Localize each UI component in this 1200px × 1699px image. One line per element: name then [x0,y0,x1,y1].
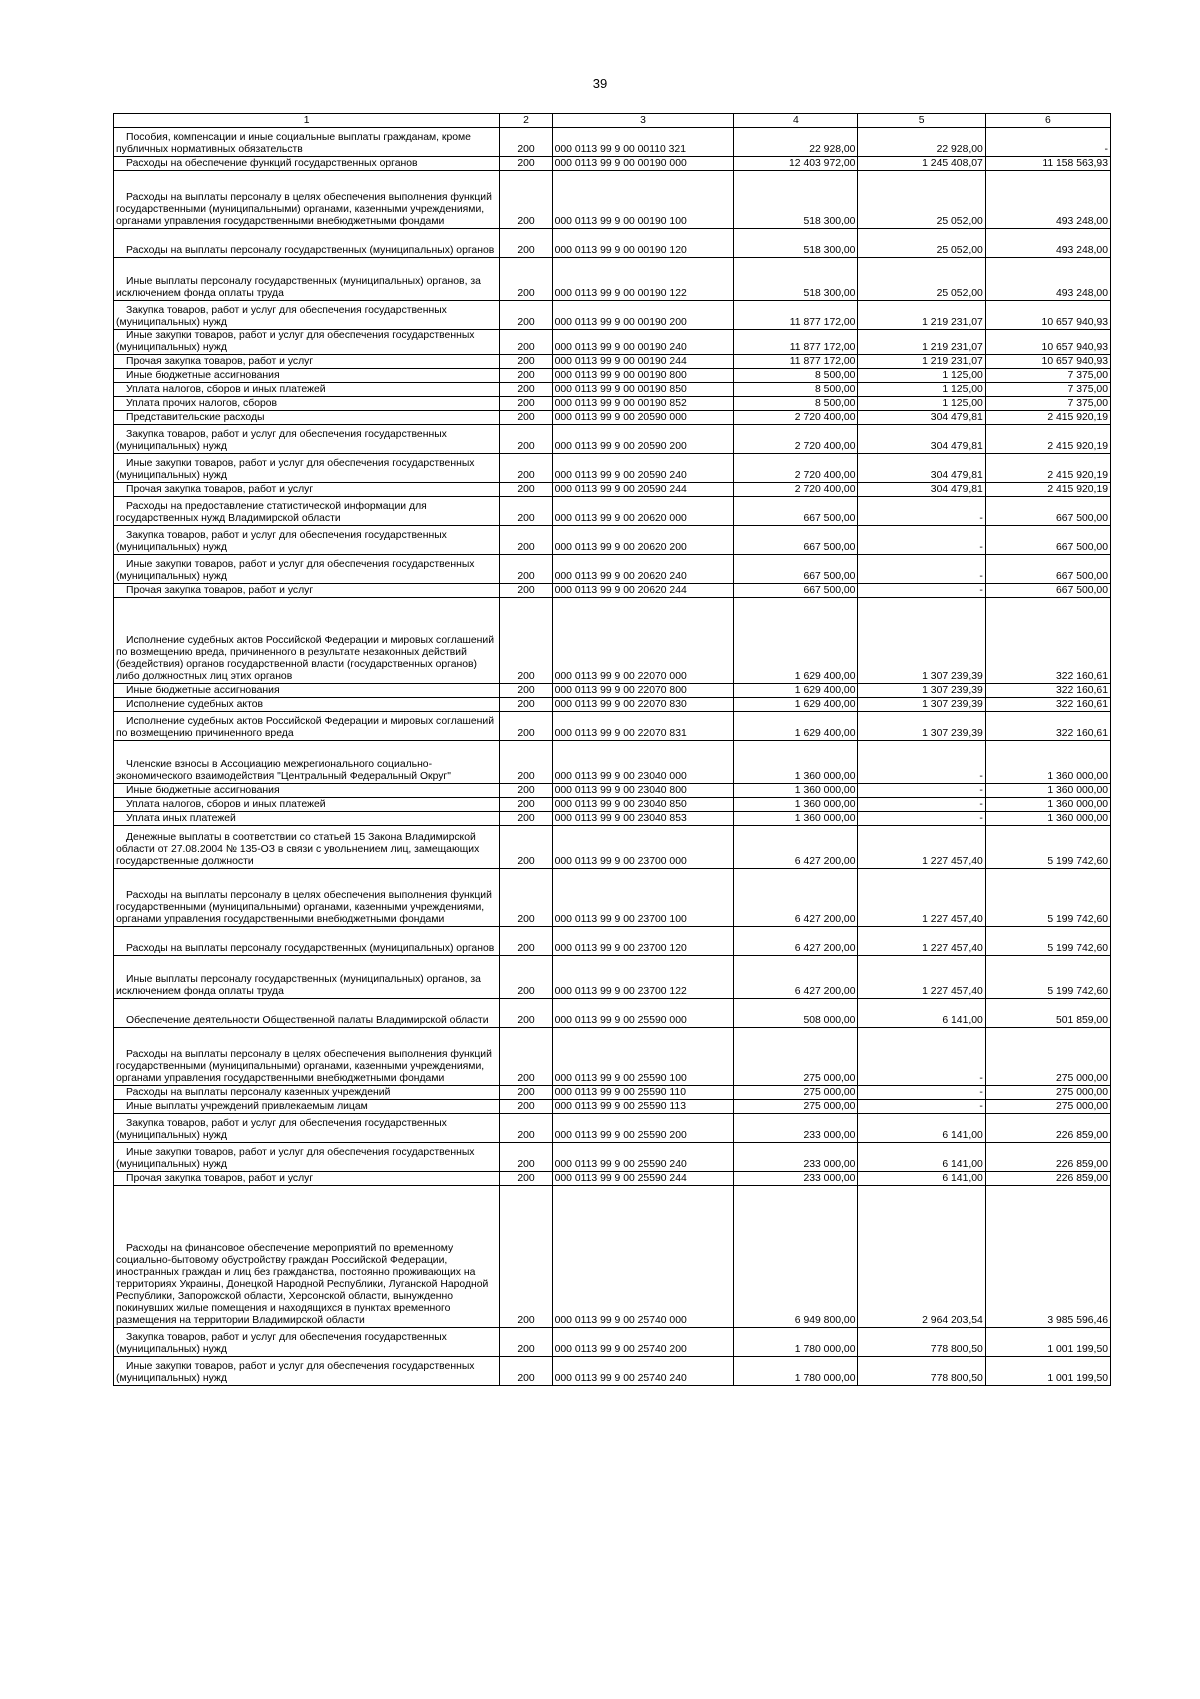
table-row [114,454,1111,483]
row-col4-value: 2 720 400,00 [734,483,858,497]
row-col6-value: - [985,128,1110,157]
row-admin-code: 200 [500,258,552,301]
budget-table [113,113,1111,1386]
row-budget-code: 000 0113 99 9 00 00190 100 [552,171,734,229]
row-admin-code: 200 [500,369,552,383]
row-col4-value: 275 000,00 [734,1028,858,1086]
table-row [114,128,1111,157]
row-col5-value: - [858,1086,985,1100]
row-budget-code: 000 0113 99 9 00 25740 000 [552,1186,734,1328]
row-name: Расходы на выплаты персоналу казенных учреждений [114,1086,500,1100]
row-name: Закупка товаров, работ и услуг для обеспечения государственных (муниципальных) нужд [114,425,500,454]
row-admin-code: 200 [500,526,552,555]
row-budget-code: 000 0113 99 9 00 22070 800 [552,684,734,698]
row-admin-code: 200 [500,157,552,171]
row-admin-code: 200 [500,330,552,355]
row-budget-code: 000 0113 99 9 00 00190 852 [552,397,734,411]
row-budget-code: 000 0113 99 9 00 00190 240 [552,330,734,355]
table-row [114,684,1111,698]
table-row [114,598,1111,684]
row-name: Уплата прочих налогов, сборов [114,397,500,411]
page-number: 39 [592,76,608,91]
table-row [114,355,1111,369]
row-admin-code: 200 [500,1143,552,1172]
row-name: Иные закупки товаров, работ и услуг для обеспечения государственных (муниципальных) нужд [114,555,500,584]
row-col4-value: 12 403 972,00 [734,157,858,171]
row-col6-value: 275 000,00 [985,1086,1110,1100]
row-col6-value: 667 500,00 [985,497,1110,526]
row-col5-value: 22 928,00 [858,128,985,157]
table-row [114,1186,1111,1328]
row-budget-code: 000 0113 99 9 00 20590 240 [552,454,734,483]
table-row [114,369,1111,383]
row-col5-value: 304 479,81 [858,411,985,425]
row-budget-code: 000 0113 99 9 00 20590 000 [552,411,734,425]
row-col5-value: 1 125,00 [858,383,985,397]
row-name: Иные выплаты персоналу государственных (муниципальных) органов, за исключением фонда оплаты труда [114,956,500,999]
row-col6-value: 5 199 742,60 [985,927,1110,956]
column-header-2: 2 [500,114,552,128]
row-name: Прочая закупка товаров, работ и услуг [114,355,500,369]
row-col6-value: 322 160,61 [985,698,1110,712]
row-col4-value: 1 360 000,00 [734,798,858,812]
table-row [114,330,1111,355]
row-name: Исполнение судебных актов Российской Федерации и мировых соглашений по возмещению вреда, причиненного в результате незаконных действий (бездействия) органов государственной власти (государственных органов) либо должностных лиц этих органов [114,598,500,684]
row-col5-value: - [858,1028,985,1086]
row-name: Иные бюджетные ассигнования [114,684,500,698]
row-col4-value: 11 877 172,00 [734,330,858,355]
row-col5-value: 1 219 231,07 [858,330,985,355]
row-col6-value: 5 199 742,60 [985,826,1110,869]
row-budget-code: 000 0113 99 9 00 20620 200 [552,526,734,555]
row-col4-value: 1 629 400,00 [734,712,858,741]
row-col4-value: 667 500,00 [734,526,858,555]
row-admin-code: 200 [500,798,552,812]
row-col4-value: 233 000,00 [734,1172,858,1186]
row-admin-code: 200 [500,956,552,999]
row-col6-value: 275 000,00 [985,1028,1110,1086]
table-row [114,869,1111,927]
row-budget-code: 000 0113 99 9 00 22070 000 [552,598,734,684]
row-name: Иные закупки товаров, работ и услуг для обеспечения государственных (муниципальных) нужд [114,1357,500,1386]
row-col6-value: 2 415 920,19 [985,483,1110,497]
row-name: Прочая закупка товаров, работ и услуг [114,1172,500,1186]
row-name: Обеспечение деятельности Общественной палаты Владимирской области [114,999,500,1028]
row-budget-code: 000 0113 99 9 00 25740 240 [552,1357,734,1386]
table-row [114,555,1111,584]
row-admin-code: 200 [500,454,552,483]
row-col4-value: 2 720 400,00 [734,454,858,483]
table-row [114,526,1111,555]
row-admin-code: 200 [500,698,552,712]
row-col6-value: 1 001 199,50 [985,1357,1110,1386]
column-header-4: 4 [734,114,858,128]
row-admin-code: 200 [500,869,552,927]
row-col5-value: - [858,812,985,826]
table-row [114,301,1111,330]
row-col5-value: - [858,526,985,555]
row-budget-code: 000 0113 99 9 00 25590 110 [552,1086,734,1100]
row-col4-value: 275 000,00 [734,1100,858,1114]
table-row [114,956,1111,999]
row-name: Расходы на выплаты персоналу государственных (муниципальных) органов [114,229,500,258]
row-col5-value: 6 141,00 [858,1143,985,1172]
row-col6-value: 1 360 000,00 [985,784,1110,798]
row-budget-code: 000 0113 99 9 00 20620 244 [552,584,734,598]
row-col5-value: 6 141,00 [858,999,985,1028]
row-col6-value: 226 859,00 [985,1172,1110,1186]
row-col5-value: 304 479,81 [858,483,985,497]
row-admin-code: 200 [500,483,552,497]
row-col6-value: 7 375,00 [985,383,1110,397]
row-col5-value: - [858,741,985,784]
row-col5-value: 778 800,50 [858,1328,985,1357]
row-col5-value: - [858,584,985,598]
row-name: Расходы на финансовое обеспечение мероприятий по временному социально-бытовому обустройству граждан Российской Федерации, иностранных граждан и лиц без гражданства, постоянно проживающих на территориях Украины, Донецкой Народной Республики, Луганской Народной Республики, Запорожской области, Херсонской области, вынужденно покинувших жилые помещения и находящихся в пунктах временного размещения на территории Владимирской области [114,1186,500,1328]
row-admin-code: 200 [500,229,552,258]
row-col6-value: 226 859,00 [985,1143,1110,1172]
row-col4-value: 22 928,00 [734,128,858,157]
row-col6-value: 5 199 742,60 [985,956,1110,999]
row-admin-code: 200 [500,999,552,1028]
row-col4-value: 667 500,00 [734,497,858,526]
row-admin-code: 200 [500,411,552,425]
table-row [114,584,1111,598]
row-name: Расходы на обеспечение функций государственных органов [114,157,500,171]
row-col5-value: 1 125,00 [858,369,985,383]
row-col6-value: 10 657 940,93 [985,355,1110,369]
table-row [114,1114,1111,1143]
row-name: Прочая закупка товаров, работ и услуг [114,584,500,598]
row-admin-code: 200 [500,1357,552,1386]
table-row [114,229,1111,258]
row-admin-code: 200 [500,1100,552,1114]
row-col6-value: 226 859,00 [985,1114,1110,1143]
row-admin-code: 200 [500,397,552,411]
row-name: Иные бюджетные ассигнования [114,784,500,798]
row-col5-value: 6 141,00 [858,1114,985,1143]
row-col6-value: 275 000,00 [985,1100,1110,1114]
row-budget-code: 000 0113 99 9 00 23040 800 [552,784,734,798]
row-col4-value: 8 500,00 [734,369,858,383]
row-budget-code: 000 0113 99 9 00 00190 120 [552,229,734,258]
row-admin-code: 200 [500,598,552,684]
row-col5-value: 1 307 239,39 [858,684,985,698]
row-name: Иные бюджетные ассигнования [114,369,500,383]
table-row [114,741,1111,784]
table-row [114,812,1111,826]
row-name: Иные закупки товаров, работ и услуг для обеспечения государственных (муниципальных) нужд [114,454,500,483]
table-row [114,258,1111,301]
table-row [114,497,1111,526]
row-col4-value: 1 360 000,00 [734,784,858,798]
row-budget-code: 000 0113 99 9 00 25590 113 [552,1100,734,1114]
row-name: Расходы на выплаты персоналу в целях обеспечения выполнения функций государственными (муниципальными) органами, казенными учреждениями, органами управления государственными внебюджетными фондами [114,1028,500,1086]
row-name: Иные закупки товаров, работ и услуг для обеспечения государственных (муниципальных) нужд [114,1143,500,1172]
row-col5-value: 1 227 457,40 [858,956,985,999]
table-row [114,1028,1111,1086]
row-admin-code: 200 [500,1114,552,1143]
table-row [114,784,1111,798]
row-name: Исполнение судебных актов Российской Федерации и мировых соглашений по возмещению причиненного вреда [114,712,500,741]
row-name: Пособия, компенсации и иные социальные выплаты гражданам, кроме публичных нормативных обязательств [114,128,500,157]
row-budget-code: 000 0113 99 9 00 00110 321 [552,128,734,157]
row-col5-value: - [858,784,985,798]
row-admin-code: 200 [500,1186,552,1328]
row-admin-code: 200 [500,812,552,826]
row-col6-value: 10 657 940,93 [985,330,1110,355]
row-col6-value: 10 657 940,93 [985,301,1110,330]
table-row [114,383,1111,397]
row-col4-value: 2 720 400,00 [734,411,858,425]
row-budget-code: 000 0113 99 9 00 23700 000 [552,826,734,869]
row-col5-value: 1 307 239,39 [858,712,985,741]
row-col4-value: 6 427 200,00 [734,956,858,999]
row-admin-code: 200 [500,555,552,584]
row-col4-value: 518 300,00 [734,229,858,258]
table-row [114,1357,1111,1386]
row-admin-code: 200 [500,741,552,784]
row-budget-code: 000 0113 99 9 00 25590 000 [552,999,734,1028]
row-budget-code: 000 0113 99 9 00 00190 122 [552,258,734,301]
row-col6-value: 493 248,00 [985,171,1110,229]
row-admin-code: 200 [500,355,552,369]
row-name: Членские взносы в Ассоциацию межрегионального социально-экономического взаимодействия "Центральный Федеральный Округ" [114,741,500,784]
row-col6-value: 1 001 199,50 [985,1328,1110,1357]
table-row [114,1172,1111,1186]
row-col5-value: 1 227 457,40 [858,869,985,927]
table-row [114,1100,1111,1114]
row-name: Расходы на выплаты персоналу в целях обеспечения выполнения функций государственными (муниципальными) органами, казенными учреждениями, органами управления государственными внебюджетными фондами [114,171,500,229]
table-row [114,483,1111,497]
row-col5-value: 6 141,00 [858,1172,985,1186]
row-col6-value: 322 160,61 [985,712,1110,741]
table-row [114,171,1111,229]
row-col5-value: 1 227 457,40 [858,826,985,869]
row-col6-value: 3 985 596,46 [985,1186,1110,1328]
row-col4-value: 518 300,00 [734,171,858,229]
row-col4-value: 6 427 200,00 [734,927,858,956]
row-budget-code: 000 0113 99 9 00 20590 244 [552,483,734,497]
row-col4-value: 1 629 400,00 [734,698,858,712]
row-col6-value: 7 375,00 [985,397,1110,411]
row-col4-value: 233 000,00 [734,1114,858,1143]
row-col4-value: 8 500,00 [734,397,858,411]
row-col4-value: 6 427 200,00 [734,826,858,869]
row-admin-code: 200 [500,826,552,869]
header-row [114,114,1111,128]
row-admin-code: 200 [500,584,552,598]
row-col6-value: 1 360 000,00 [985,798,1110,812]
row-name: Уплата налогов, сборов и иных платежей [114,383,500,397]
row-col4-value: 11 877 172,00 [734,301,858,330]
row-admin-code: 200 [500,712,552,741]
row-budget-code: 000 0113 99 9 00 23700 120 [552,927,734,956]
row-col5-value: 25 052,00 [858,229,985,258]
row-col5-value: 1 125,00 [858,397,985,411]
row-name: Исполнение судебных актов [114,698,500,712]
row-admin-code: 200 [500,171,552,229]
row-name: Уплата налогов, сборов и иных платежей [114,798,500,812]
row-name: Закупка товаров, работ и услуг для обеспечения государственных (муниципальных) нужд [114,301,500,330]
row-col6-value: 1 360 000,00 [985,741,1110,784]
table-row [114,397,1111,411]
row-col6-value: 7 375,00 [985,369,1110,383]
row-name: Иные закупки товаров, работ и услуг для обеспечения государственных (муниципальных) нужд [114,330,500,355]
row-admin-code: 200 [500,383,552,397]
row-budget-code: 000 0113 99 9 00 23040 850 [552,798,734,812]
row-col6-value: 493 248,00 [985,258,1110,301]
row-col4-value: 8 500,00 [734,383,858,397]
row-col6-value: 322 160,61 [985,598,1110,684]
row-col5-value: 1 227 457,40 [858,927,985,956]
row-budget-code: 000 0113 99 9 00 23040 000 [552,741,734,784]
row-name: Представительские расходы [114,411,500,425]
row-name: Расходы на выплаты персоналу в целях обеспечения выполнения функций государственными (муниципальными) органами, казенными учреждениями, органами управления государственными внебюджетными фондами [114,869,500,927]
row-name: Закупка товаров, работ и услуг для обеспечения государственных (муниципальных) нужд [114,526,500,555]
row-admin-code: 200 [500,1028,552,1086]
row-col5-value: - [858,1100,985,1114]
row-admin-code: 200 [500,497,552,526]
column-header-1: 1 [114,114,500,128]
table-row [114,1086,1111,1100]
table-row [114,1143,1111,1172]
row-budget-code: 000 0113 99 9 00 20590 200 [552,425,734,454]
row-budget-code: 000 0113 99 9 00 00190 000 [552,157,734,171]
row-name: Иные выплаты персоналу государственных (муниципальных) органов, за исключением фонда оплаты труда [114,258,500,301]
table-row [114,999,1111,1028]
row-admin-code: 200 [500,784,552,798]
row-name: Иные выплаты учреждений привлекаемым лицам [114,1100,500,1114]
row-col5-value: 1 219 231,07 [858,355,985,369]
row-budget-code: 000 0113 99 9 00 22070 831 [552,712,734,741]
row-col6-value: 667 500,00 [985,584,1110,598]
row-col5-value: - [858,798,985,812]
row-col5-value: 25 052,00 [858,171,985,229]
row-budget-code: 000 0113 99 9 00 22070 830 [552,698,734,712]
row-budget-code: 000 0113 99 9 00 23700 122 [552,956,734,999]
row-col4-value: 275 000,00 [734,1086,858,1100]
row-col6-value: 667 500,00 [985,526,1110,555]
row-budget-code: 000 0113 99 9 00 25590 244 [552,1172,734,1186]
row-name: Закупка товаров, работ и услуг для обеспечения государственных (муниципальных) нужд [114,1114,500,1143]
row-col5-value: 2 964 203,54 [858,1186,985,1328]
row-admin-code: 200 [500,927,552,956]
row-name: Расходы на выплаты персоналу государственных (муниципальных) органов [114,927,500,956]
row-col5-value: 1 307 239,39 [858,698,985,712]
column-header-5: 5 [858,114,985,128]
row-col6-value: 667 500,00 [985,555,1110,584]
row-admin-code: 200 [500,1328,552,1357]
table-row [114,927,1111,956]
row-admin-code: 200 [500,128,552,157]
row-col4-value: 11 877 172,00 [734,355,858,369]
row-col6-value: 5 199 742,60 [985,869,1110,927]
row-col4-value: 233 000,00 [734,1143,858,1172]
row-col6-value: 2 415 920,19 [985,425,1110,454]
row-col6-value: 2 415 920,19 [985,454,1110,483]
row-budget-code: 000 0113 99 9 00 00190 200 [552,301,734,330]
row-col5-value: - [858,497,985,526]
table-row [114,425,1111,454]
table-row [114,1328,1111,1357]
row-col5-value: 1 219 231,07 [858,301,985,330]
row-col6-value: 11 158 563,93 [985,157,1110,171]
row-name: Прочая закупка товаров, работ и услуг [114,483,500,497]
row-col4-value: 6 427 200,00 [734,869,858,927]
row-col4-value: 518 300,00 [734,258,858,301]
row-budget-code: 000 0113 99 9 00 23700 100 [552,869,734,927]
row-col4-value: 1 780 000,00 [734,1357,858,1386]
row-budget-code: 000 0113 99 9 00 25590 240 [552,1143,734,1172]
table-row [114,157,1111,171]
row-budget-code: 000 0113 99 9 00 00190 800 [552,369,734,383]
row-col6-value: 501 859,00 [985,999,1110,1028]
column-header-3: 3 [552,114,734,128]
row-admin-code: 200 [500,301,552,330]
row-col4-value: 1 629 400,00 [734,684,858,698]
row-col4-value: 6 949 800,00 [734,1186,858,1328]
row-col6-value: 322 160,61 [985,684,1110,698]
row-name: Уплата иных платежей [114,812,500,826]
table-body [114,128,1111,1386]
row-col5-value: 304 479,81 [858,425,985,454]
row-admin-code: 200 [500,684,552,698]
row-name: Закупка товаров, работ и услуг для обеспечения государственных (муниципальных) нужд [114,1328,500,1357]
row-col4-value: 667 500,00 [734,555,858,584]
row-admin-code: 200 [500,1172,552,1186]
row-col6-value: 493 248,00 [985,229,1110,258]
row-col4-value: 1 780 000,00 [734,1328,858,1357]
row-budget-code: 000 0113 99 9 00 20620 000 [552,497,734,526]
row-budget-code: 000 0113 99 9 00 25740 200 [552,1328,734,1357]
row-col4-value: 1 360 000,00 [734,741,858,784]
table-row [114,411,1111,425]
row-budget-code: 000 0113 99 9 00 00190 850 [552,383,734,397]
row-col4-value: 2 720 400,00 [734,425,858,454]
row-name: Денежные выплаты в соответствии со статьей 15 Закона Владимирской области от 27.08.2004 № 135-ОЗ в связи с увольнением лиц, замещающих государственные должности [114,826,500,869]
row-col5-value: 778 800,50 [858,1357,985,1386]
row-col5-value: 1 245 408,07 [858,157,985,171]
row-col5-value: - [858,555,985,584]
row-col6-value: 1 360 000,00 [985,812,1110,826]
table-row [114,698,1111,712]
table-row [114,826,1111,869]
row-budget-code: 000 0113 99 9 00 25590 200 [552,1114,734,1143]
row-budget-code: 000 0113 99 9 00 20620 240 [552,555,734,584]
row-col4-value: 1 360 000,00 [734,812,858,826]
row-name: Расходы на предоставление статистической информации для государственных нужд Владимирской области [114,497,500,526]
row-admin-code: 200 [500,425,552,454]
row-admin-code: 200 [500,1086,552,1100]
row-col5-value: 25 052,00 [858,258,985,301]
row-budget-code: 000 0113 99 9 00 00190 244 [552,355,734,369]
table-row [114,712,1111,741]
row-budget-code: 000 0113 99 9 00 23040 853 [552,812,734,826]
row-col4-value: 508 000,00 [734,999,858,1028]
row-col4-value: 1 629 400,00 [734,598,858,684]
table-row [114,798,1111,812]
row-budget-code: 000 0113 99 9 00 25590 100 [552,1028,734,1086]
row-col6-value: 2 415 920,19 [985,411,1110,425]
row-col4-value: 667 500,00 [734,584,858,598]
row-col5-value: 304 479,81 [858,454,985,483]
column-header-6: 6 [985,114,1110,128]
row-col5-value: 1 307 239,39 [858,598,985,684]
